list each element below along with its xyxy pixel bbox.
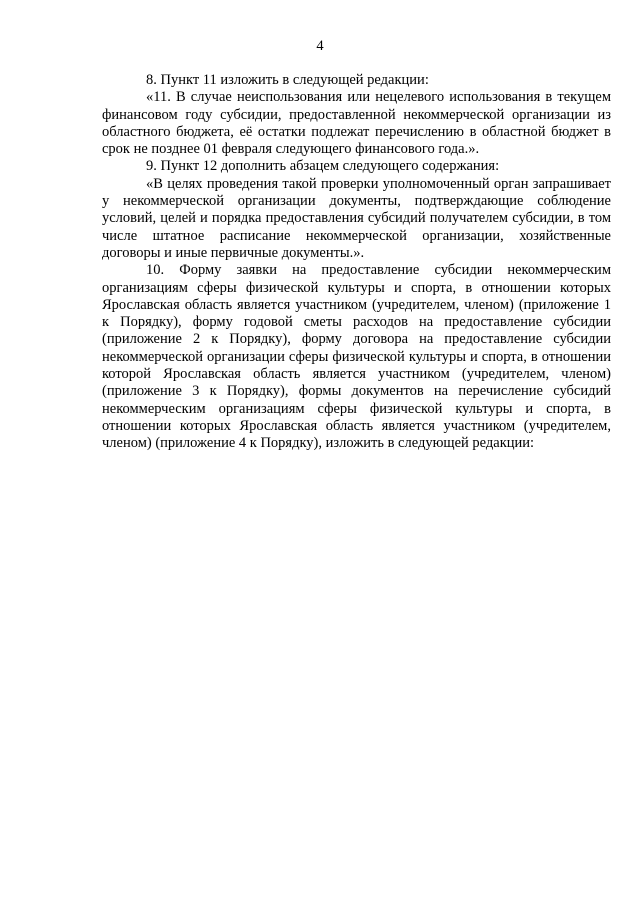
- paragraph-item-12-quote: «В целях проведения такой проверки уполномоченный орган запрашивает у некоммерческой организации документы, подтверждающие соблюдение условий, целей и порядка предоставления субсидий получателем субсидии, в том числе штатное расписание некоммерческой организации, хозяйственные договоры и иные первичные документы.».: [102, 175, 611, 261]
- paragraph-item-8: 8. Пункт 11 изложить в следующей редакции:: [146, 72, 429, 88]
- paragraph-item-9: 9. Пункт 12 дополнить абзацем следующего содержания:: [146, 158, 500, 175]
- paragraph-item-11-quote: «11. В случае неиспользования или нецелевого использования в текущем финансовом году субсидии, предоставленной некоммерческой организации из областного бюджета, её остатки подлежат перечислению в областной бюджет в срок не позднее 01 февраля следующего финансового года.».: [102, 89, 611, 158]
- document-body: [102, 72, 611, 453]
- page-number: 4: [316, 38, 324, 54]
- paragraph-item-10: 10. Форму заявки на предоставление субсидии некоммерческим организациям сферы физической культуры и спорта, в отношении которых Ярославская область является участником (учредителем, членом) (приложение 1 к Порядку), форму годовой сметы расходов на предоставление субсидии (приложение 2 к Порядку), форму договора на предоставление субсидии некоммерческой организации сферы физической культуры и спорта, в отношении которой Ярославская область является участником (учредителем, членом) (приложение 3 к Порядку), формы документов на перечисление субсидий некоммерческим организациям сферы физической культуры и спорта, в отношении которых Ярославская область является участником (учредителем, членом) (приложение 4 к Порядку), изложить в следующей редакции:: [102, 262, 611, 452]
